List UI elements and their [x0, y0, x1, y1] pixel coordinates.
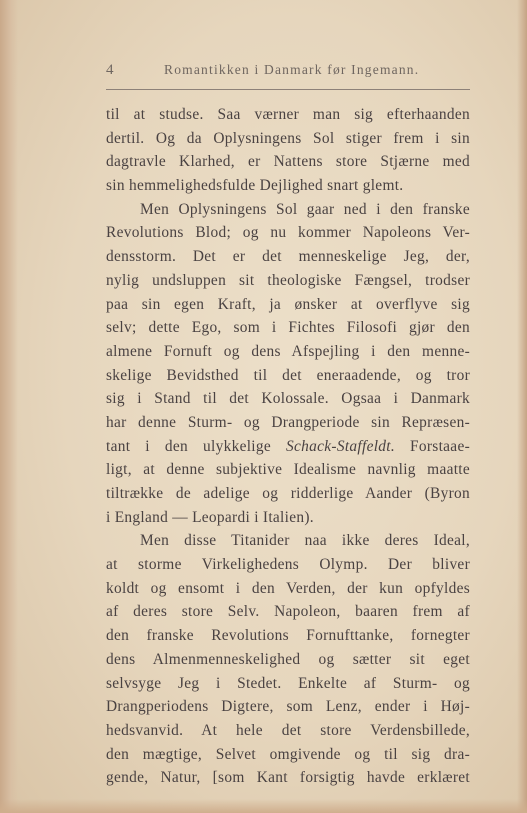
text-line: dertil. Og da Oplysningens Sol stiger frem i sin: [106, 129, 470, 147]
text-line: selv; dette Ego, som i Fichtes Filosofi gjør den: [106, 319, 470, 337]
text-line: til at studse. Saa værner man sig efterhaanden: [106, 106, 470, 123]
italic-name: Schack-Staffeldt.: [286, 437, 395, 455]
text-line: [106, 435, 470, 459]
page-header: [106, 62, 470, 82]
running-head: Romantikken i Danmark før Ingemann.: [164, 62, 420, 77]
text-line: ligt, at denne subjektive Idealisme navnlig maatte: [106, 461, 470, 479]
text-line: Revolutions Blod; og nu kommer Napoleons Ver-: [106, 224, 470, 242]
text-line: sin hemmelighedsfulde Dejlighed snart glemt.: [106, 177, 404, 195]
line-text: tant i den ulykkelige: [106, 437, 272, 455]
page-number: 4: [106, 62, 114, 78]
text-line: sig i Stand til det Kolossale. Ogsaa i Danmark: [106, 390, 470, 408]
text-line: i England — Leopardi i Italien).: [106, 508, 314, 526]
text-line: dagtravle Klarhed, er Nattens store Stjærne med: [106, 153, 470, 171]
text-line: hedsvanvid. At hele det store Verdensbillede,: [106, 721, 470, 739]
text-line: paa sin egen Kraft, ja ønsker at overflyve sig: [106, 295, 470, 313]
text-line: den mægtige, Selvet omgivende og til sig dra-: [106, 745, 470, 763]
text-line: koldt og ensomt i den Verden, der kun opfyldes: [106, 579, 470, 597]
text-line: Drangperiodens Digtere, som Lenz, ender i Høj-: [106, 698, 470, 716]
text-line: skelige Bevidsthed til det eneraadende, og tror: [106, 366, 470, 384]
text-line: Men disse Titanider naa ikke deres Ideal,: [140, 532, 470, 550]
text-line: gende, Natur, [som Kant forsigtig havde erklæret: [106, 769, 470, 787]
page-right-edge: [517, 0, 527, 813]
body-text: [106, 103, 470, 790]
text-line: den franske Revolutions Fornufttanke, fornegter: [106, 627, 470, 645]
text-line: tiltrække de adelige og ridderlige Aander (Byron: [106, 485, 470, 502]
text-line: dens Almenmenneskelighed og sætter sit eget: [106, 650, 470, 668]
text-line: almene Fornuft og dens Afspejling i den menne-: [106, 342, 470, 360]
text-line: af deres store Selv. Napoleon, baaren frem af: [106, 603, 470, 621]
text-line: densstorm. Det er det menneskelige Jeg, der,: [106, 248, 470, 266]
page-left-edge: [0, 0, 18, 813]
page-bottom-edge: [0, 799, 527, 813]
line-text: Forstaae-: [410, 437, 470, 455]
text-line: nylig undsluppen sit theologiske Fængsel, trodser: [106, 271, 470, 289]
text-line: har denne Sturm- og Drangperiode sin Repræsen-: [106, 413, 470, 431]
header-rule: [106, 89, 470, 90]
text-line: selvsyge Jeg i Stedet. Enkelte af Sturm- og: [106, 674, 470, 692]
text-line: at storme Virkelighedens Olymp. Der bliver: [106, 556, 470, 574]
text-line: Men Oplysningens Sol gaar ned i den franske: [140, 200, 470, 218]
